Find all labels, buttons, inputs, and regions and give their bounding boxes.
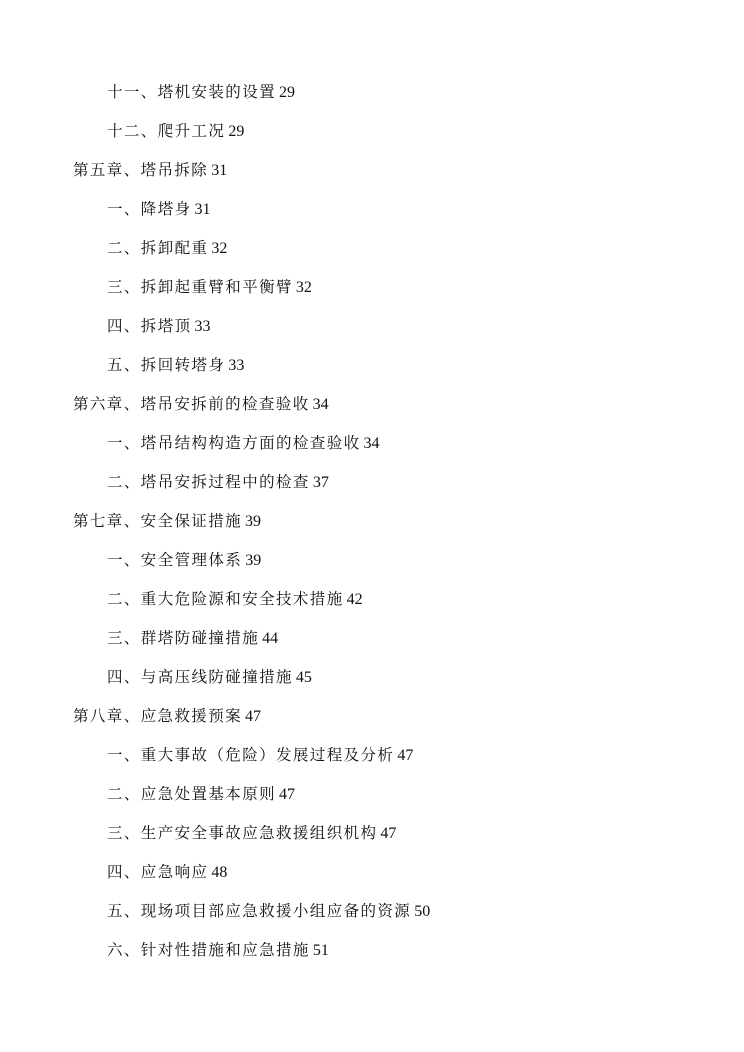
toc-entry-major-hazards[interactable]: [0, 581, 744, 620]
toc-entry-page-number: 51: [312, 942, 329, 959]
toc-entry-title: 二、重大危险源和安全技术措施: [107, 590, 344, 608]
toc-entry-title: 三、群塔防碰撞措施: [107, 629, 260, 647]
toc-entry-accident-analysis[interactable]: [0, 737, 744, 776]
toc-entry-page-number: 29: [279, 84, 296, 101]
toc-entry-title: 三、生产安全事故应急救援组织机构: [107, 824, 378, 842]
toc-entry-page-number: 32: [211, 240, 228, 257]
toc-entry-title: 四、拆塔顶: [107, 317, 192, 335]
toc-entry-title: 二、拆卸配重: [107, 239, 209, 257]
toc-chapter-7-safety-measures[interactable]: [0, 503, 744, 542]
toc-entry-title: 二、应急处置基本原则: [107, 785, 277, 803]
toc-entry-page-number: 39: [245, 552, 262, 569]
toc-entry-page-number: 47: [380, 825, 397, 842]
toc-entry-page-number: 33: [228, 357, 245, 374]
toc-entry-page-number: 31: [211, 162, 228, 179]
toc-entry-page-number: 48: [211, 864, 228, 881]
toc-entry-remove-slewing-tower[interactable]: [0, 347, 744, 386]
toc-entry-high-voltage-anticollision[interactable]: [0, 659, 744, 698]
toc-entry-title: 四、与高压线防碰撞措施: [107, 668, 293, 686]
toc-chapter-title: 第六章、塔吊安拆前的检查验收: [73, 395, 310, 413]
toc-entry-lower-tower-body[interactable]: [0, 191, 744, 230]
toc-entry-title: 十一、塔机安装的设置: [107, 83, 277, 101]
toc-entry-title: 一、安全管理体系: [107, 551, 243, 569]
table-of-contents: [0, 74, 744, 971]
toc-entry-page-number: 39: [245, 513, 262, 530]
toc-chapter-title: 第五章、塔吊拆除: [73, 161, 209, 179]
toc-entry-process-inspection[interactable]: [0, 464, 744, 503]
toc-entry-page-number: 47: [397, 747, 414, 764]
toc-entry-title: 四、应急响应: [107, 863, 209, 881]
toc-entry-page-number: 47: [245, 708, 262, 725]
toc-entry-11-crane-installation-setup[interactable]: [0, 74, 744, 113]
toc-entry-title: 一、塔吊结构构造方面的检查验收: [107, 434, 361, 452]
toc-entry-page-number: 34: [312, 396, 329, 413]
toc-entry-emergency-principles[interactable]: [0, 776, 744, 815]
toc-entry-page-number: 44: [262, 630, 279, 647]
toc-entry-page-number: 29: [228, 123, 245, 140]
toc-entry-targeted-measures[interactable]: [0, 932, 744, 971]
toc-entry-title: 五、现场项目部应急救援小组应备的资源: [107, 902, 412, 920]
toc-entry-page-number: 34: [363, 435, 380, 452]
toc-chapter-5-dismantling[interactable]: [0, 152, 744, 191]
toc-entry-title: 一、重大事故（危险）发展过程及分析: [107, 746, 395, 764]
toc-entry-emergency-response[interactable]: [0, 854, 744, 893]
toc-chapter-8-emergency-plan[interactable]: [0, 698, 744, 737]
toc-chapter-6-inspection[interactable]: [0, 386, 744, 425]
toc-entry-rescue-resources[interactable]: [0, 893, 744, 932]
toc-entry-title: 六、针对性措施和应急措施: [107, 941, 310, 959]
toc-entry-title: 十二、爬升工况: [107, 122, 226, 140]
toc-entry-rescue-organization[interactable]: [0, 815, 744, 854]
toc-entry-page-number: 42: [346, 591, 363, 608]
toc-entry-page-number: 50: [414, 903, 431, 920]
toc-entry-title: 三、拆卸起重臂和平衡臂: [107, 278, 293, 296]
toc-entry-page-number: 47: [279, 786, 296, 803]
toc-entry-page-number: 45: [295, 669, 312, 686]
toc-entry-title: 二、塔吊安拆过程中的检查: [107, 473, 310, 491]
toc-entry-12-climbing-condition[interactable]: [0, 113, 744, 152]
toc-entry-title: 一、降塔身: [107, 200, 192, 218]
toc-entry-remove-counterweight[interactable]: [0, 230, 744, 269]
toc-entry-page-number: 33: [194, 318, 211, 335]
toc-entry-safety-management-system[interactable]: [0, 542, 744, 581]
toc-chapter-title: 第七章、安全保证措施: [73, 512, 243, 530]
toc-entry-page-number: 37: [312, 474, 329, 491]
toc-entry-remove-jib-and-counter-jib[interactable]: [0, 269, 744, 308]
toc-entry-page-number: 32: [295, 279, 312, 296]
toc-entry-tower-group-anticollision[interactable]: [0, 620, 744, 659]
toc-entry-page-number: 31: [194, 201, 211, 218]
toc-entry-title: 五、拆回转塔身: [107, 356, 226, 374]
toc-entry-remove-tower-top[interactable]: [0, 308, 744, 347]
toc-chapter-title: 第八章、应急救援预案: [73, 707, 243, 725]
toc-entry-structure-inspection[interactable]: [0, 425, 744, 464]
